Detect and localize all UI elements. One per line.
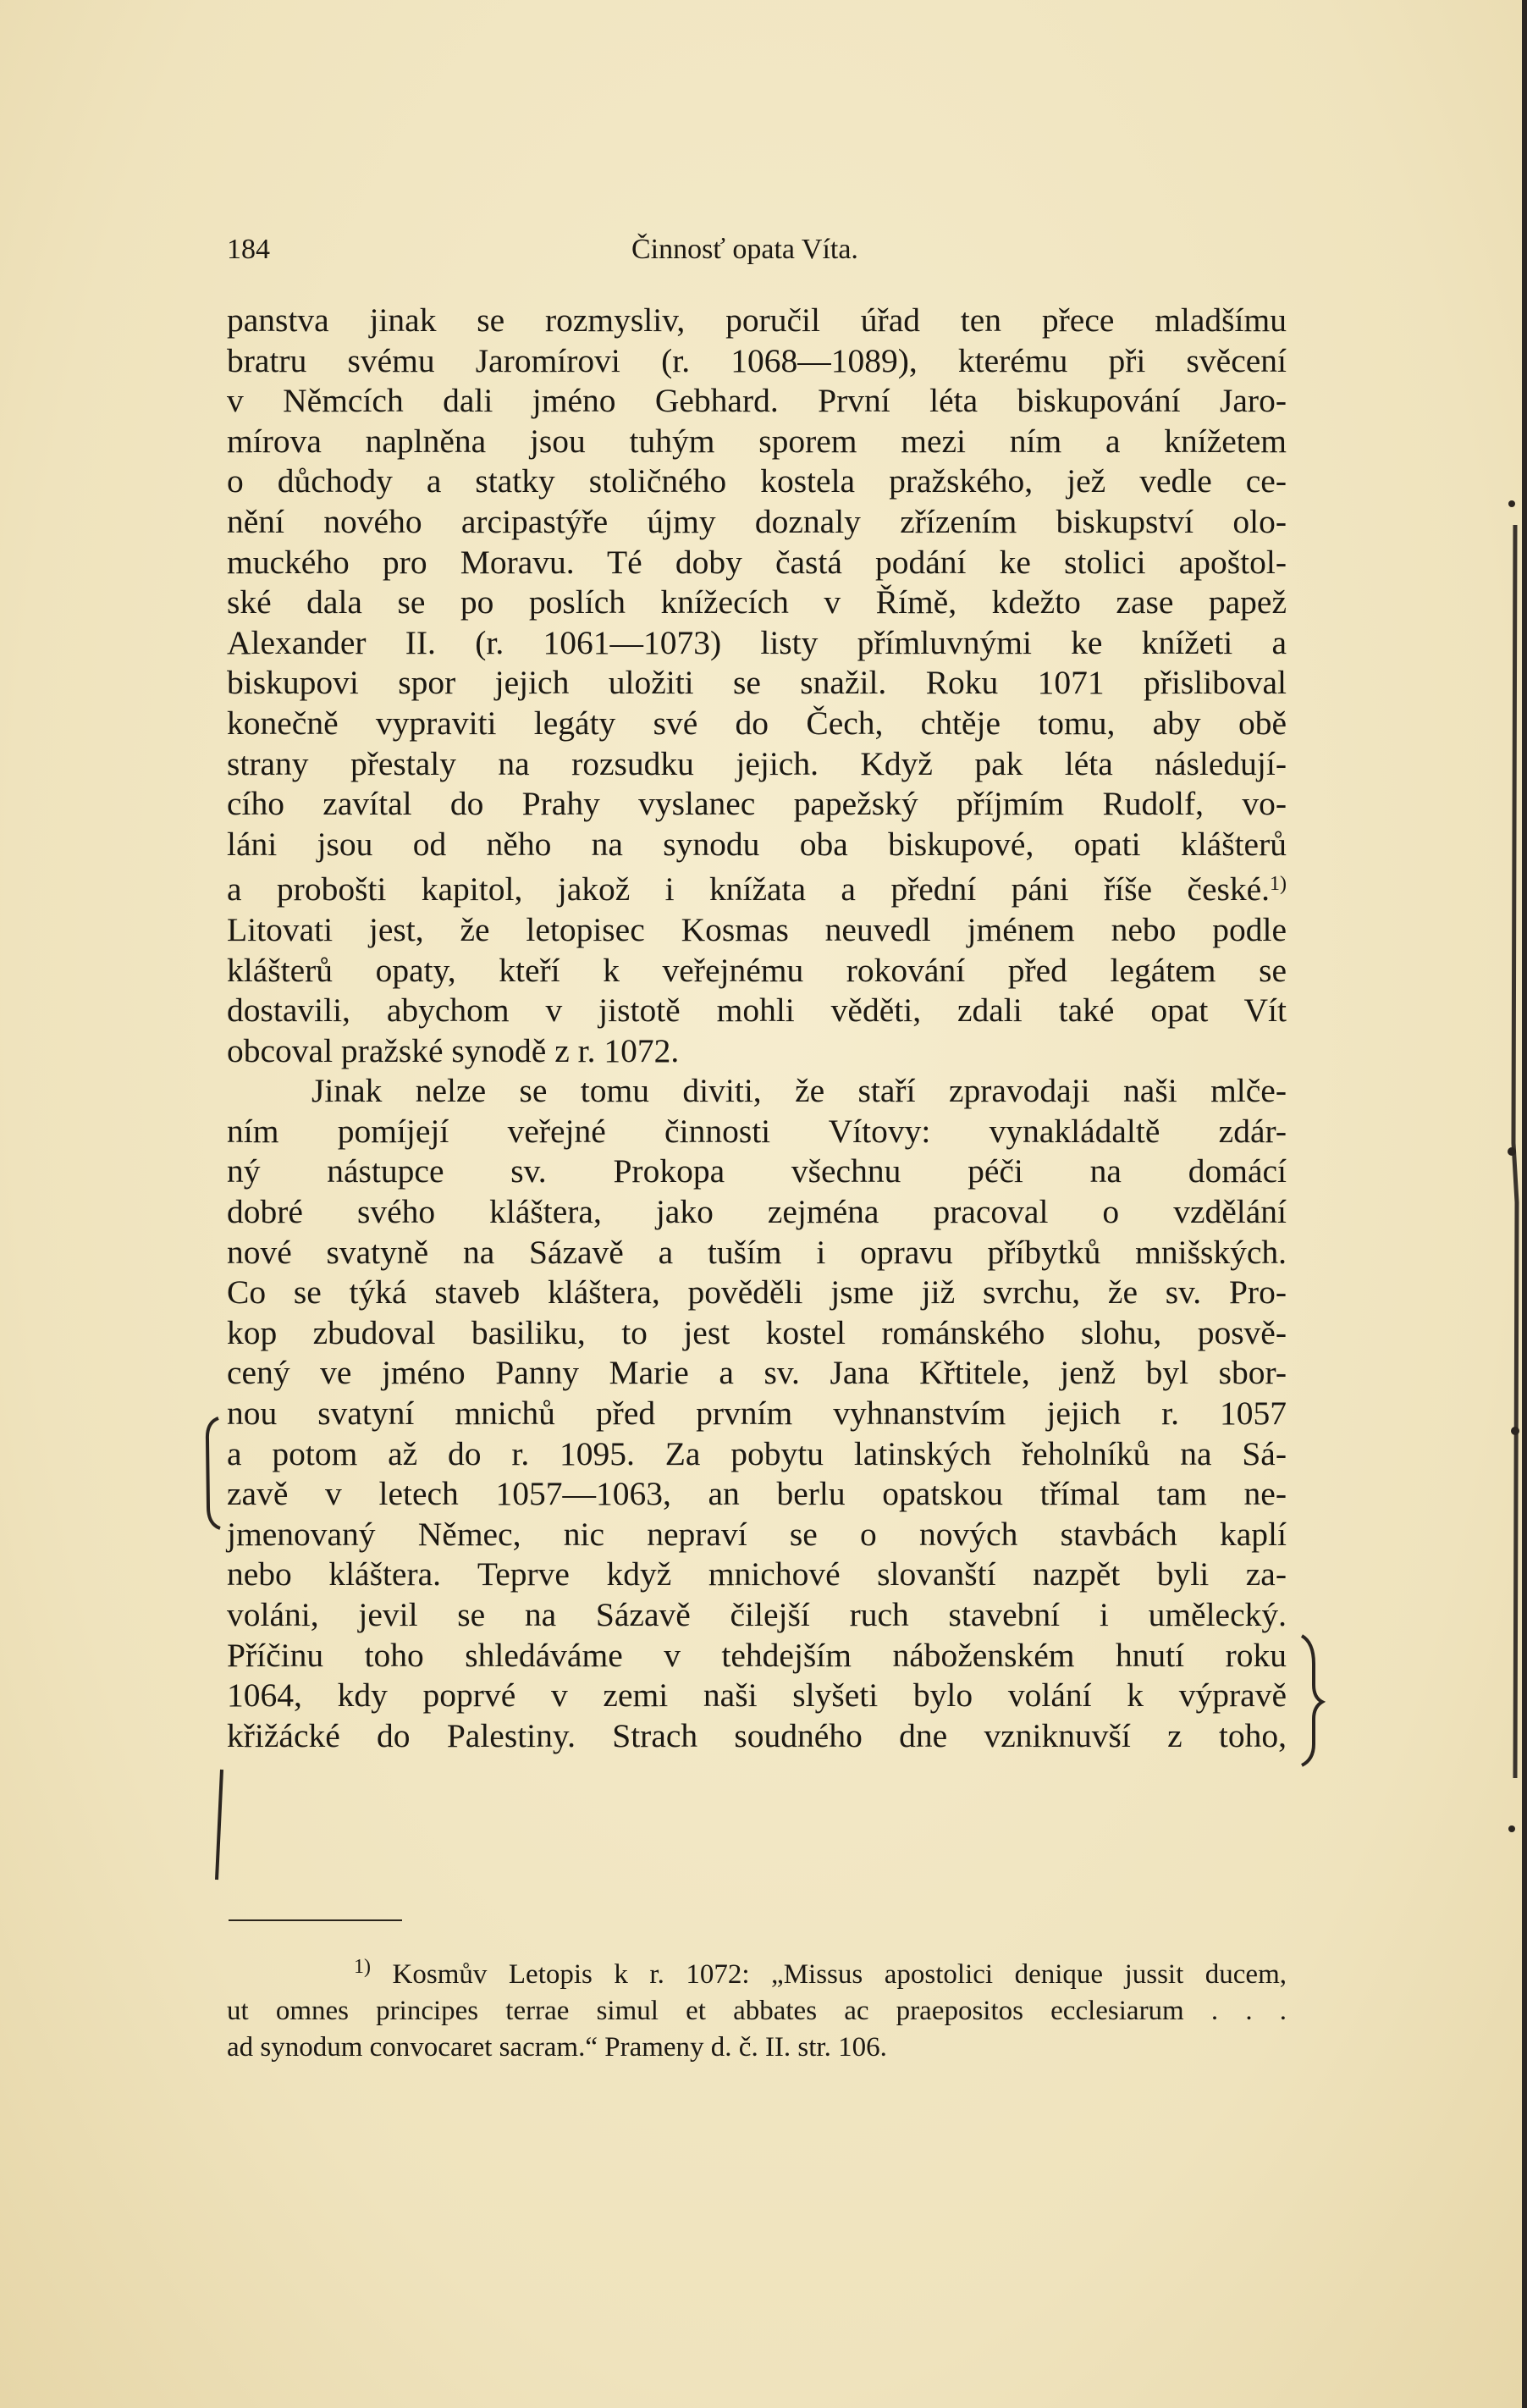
text-line: nebo kláštera. Teprve když mnichové slovanští nazpět byli za-	[227, 1555, 1287, 1593]
right-bracket-mark	[1302, 1636, 1322, 1765]
footnote-line-1	[227, 1949, 1287, 1993]
text-line-content: a probošti kapitol, jakož i knížata a přední páni říše české.	[227, 870, 1270, 909]
text-line: nové svatyně na Sázavě a tuším i opravu příbytků mnišských.	[227, 1233, 1287, 1271]
text-line: dobré svého kláštera, jako zejména pracoval o vzdělání	[227, 1193, 1287, 1231]
text-line: ný nástupce sv. Prokopa všechnu péči na domácí	[227, 1152, 1287, 1190]
margin-dot	[1508, 1825, 1515, 1832]
text-line: kop zbudoval basiliku, to jest kostel románského slohu, posvě-	[227, 1313, 1287, 1351]
footnote-reference: 1)	[1270, 873, 1287, 896]
text-line: panstva jinak se rozmysliv, poručil úřad ten přece mladšímu	[227, 301, 1287, 339]
text-line: obcoval pražské synodě z r. 1072.	[227, 1031, 680, 1069]
text-line: Jinak nelze se tomu diviti, že staří zpravodaji naši mlče-	[311, 1072, 1287, 1110]
margin-dot	[1508, 1147, 1516, 1156]
margin-dot	[1508, 500, 1515, 507]
text-line: o důchody a statky stoličného kostela pražského, jež vedle ce-	[227, 462, 1287, 500]
text-line: ské dala se po poslích knížecích v Římě, kdežto zase papež	[227, 583, 1287, 621]
left-bracket-mark-2	[217, 1770, 222, 1880]
running-title: Činnosť opata Víta.	[631, 234, 858, 265]
footnote-text: Kosmův Letopis k r. 1072: „Missus apostolici denique jussit ducem,	[392, 1959, 1287, 1990]
text-line: 1064, kdy poprvé v zemi naši slyšeti bylo volání k výpravě	[227, 1676, 1287, 1715]
text-line: ním pomíjejí veřejné činnosti Vítovy: vynakládaltě zdár-	[227, 1112, 1287, 1150]
footnote-line-2: ut omnes principes terrae simul et abbates ac praepositos ecclesiarum . . .	[227, 1996, 1287, 2026]
footnote-line-3: ad synodum convocaret sacram.“ Prameny d. č. II. str. 106.	[227, 2032, 887, 2063]
page-edge	[1522, 0, 1527, 2408]
text-line: voláni, jevil se na Sázavě čilejší ruch stavební i umělecký.	[227, 1596, 1287, 1633]
text-line: biskupovi spor jejich uložiti se snažil. Roku 1071 přisliboval	[227, 664, 1287, 702]
footnote-marker: 1)	[354, 1956, 371, 1978]
text-line: láni jsou od něho na synodu oba biskupové, opati klášterů	[227, 825, 1287, 863]
right-margin-line	[1513, 525, 1517, 1778]
left-bracket-mark	[207, 1418, 220, 1528]
text-line: konečně vypraviti legáty své do Čech, chtěje tomu, aby obě	[227, 704, 1287, 742]
text-line: Alexander II. (r. 1061—1073) listy přímluvnými ke knížeti a	[227, 623, 1287, 661]
text-line: bratru svému Jaromírovi (r. 1068—1089), kterému při svěcení	[227, 341, 1287, 379]
text-line: křižácké do Palestiny. Strach soudného dne vzniknuvší z toho,	[227, 1716, 1287, 1754]
text-line: Příčinu toho shledáváme v tehdejším náboženském hnutí roku	[227, 1636, 1287, 1674]
text-line: zavě v letech 1057—1063, an berlu opatskou třímal tam ne-	[227, 1475, 1287, 1513]
text-line: muckého pro Moravu. Té doby častá podání ke stolici apoštol-	[227, 543, 1287, 581]
text-line: jmenovaný Němec, nic nepraví se o nových stavbách kaplí	[227, 1515, 1287, 1553]
text-line: klášterů opaty, kteří k veřejnému rokování před legátem se	[227, 951, 1287, 989]
text-line: nění nového arcipastýře újmy doznaly zřízením biskupství olo-	[227, 502, 1287, 540]
page-number: 184	[227, 234, 270, 265]
margin-dot	[1511, 1427, 1519, 1435]
footnote-separator	[229, 1919, 402, 1921]
body-text	[227, 301, 1287, 1756]
text-line: Co se týká staveb kláštera, pověděli jsme již svrchu, že sv. Pro-	[227, 1273, 1287, 1312]
page-header	[227, 234, 1285, 271]
text-line: cený ve jméno Panny Marie a sv. Jana Křtitele, jenž byl sbor-	[227, 1354, 1287, 1392]
text-line: strany přestaly na rozsudku jejich. Když pak léta následují-	[227, 744, 1287, 782]
text-line: nou svatyní mnichů před prvním vyhnanstvím jejich r. 1057	[227, 1395, 1287, 1433]
text-line-with-footnote-ref	[227, 864, 1287, 910]
footnote	[227, 1949, 1287, 2066]
text-line: cího zavítal do Prahy vyslanec papežský příjmím Rudolf, vo-	[227, 785, 1287, 823]
text-line: a potom až do r. 1095. Za pobytu latinských řeholníků na Sá-	[227, 1434, 1287, 1472]
text-line: Litovati jest, že letopisec Kosmas neuvedl jménem nebo podle	[227, 910, 1287, 948]
text-line: v Němcích dali jméno Gebhard. První léta biskupování Jaro-	[227, 382, 1287, 420]
text-line: mírova naplněna jsou tuhým sporem mezi ním a knížetem	[227, 422, 1287, 460]
text-line: dostavili, abychom v jistotě mohli věděti, zdali také opat Vít	[227, 991, 1287, 1030]
